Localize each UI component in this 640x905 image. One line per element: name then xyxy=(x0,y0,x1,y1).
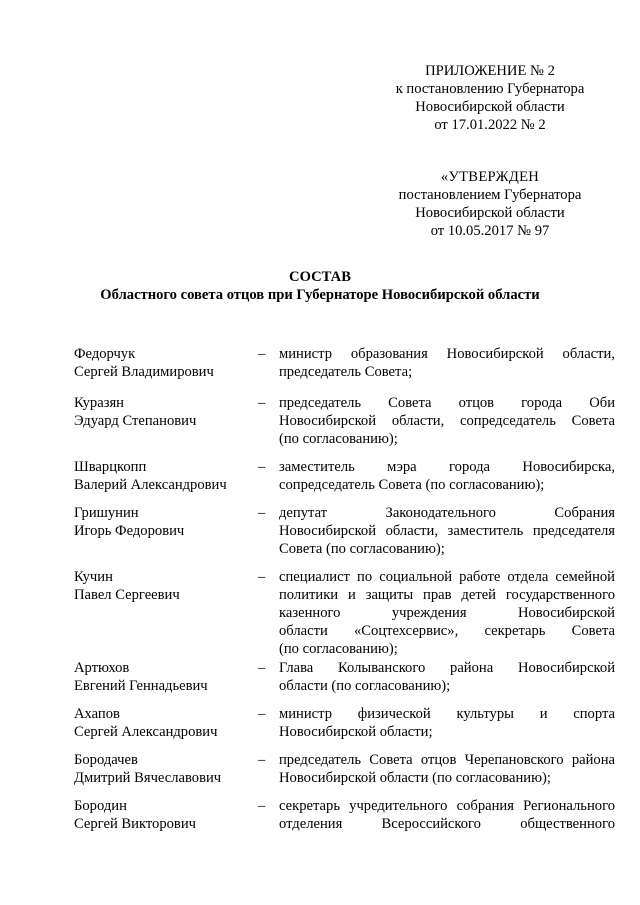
appendix-line: Новосибирской области xyxy=(415,99,565,115)
appendix-line: ПРИЛОЖЕНИЕ № 2 xyxy=(425,63,555,79)
member-dash: – xyxy=(258,346,266,362)
title-main: СОСТАВ xyxy=(289,269,351,285)
approved-header xyxy=(380,168,600,240)
member-name-line: Куразян xyxy=(74,395,124,411)
appendix-line: от 17.01.2022 № 2 xyxy=(434,117,546,133)
member-name xyxy=(74,751,254,787)
member-dash: – xyxy=(258,660,266,676)
member-role-line: секретарь учредительного собрания Регионального xyxy=(279,798,615,814)
member-role-line: Новосибирской области, сопредседатель Совета xyxy=(279,413,615,429)
member-role-line: заместитель мэра города Новосибирска, xyxy=(279,459,615,475)
member-role xyxy=(279,458,615,494)
member-role-line: председатель Совета; xyxy=(279,364,413,380)
appendix-header xyxy=(380,62,600,134)
member-role-line: депутат Законодательного Собрания xyxy=(279,505,615,521)
member-name xyxy=(74,394,254,430)
member-name xyxy=(74,458,254,494)
member-name-line: Ахапов xyxy=(74,706,120,722)
document-title xyxy=(40,268,600,304)
member-name xyxy=(74,568,254,604)
member-role xyxy=(279,504,615,558)
member-role-line: председатель Совета отцов Черепановского района xyxy=(279,752,615,768)
member-name-line: Эдуард Степанович xyxy=(74,413,197,429)
member-dash: – xyxy=(258,459,266,475)
member-role xyxy=(279,345,615,381)
member-role-line: политики и защиты прав детей государственного xyxy=(279,587,615,603)
member-name xyxy=(74,345,254,381)
member-name-line: Артюхов xyxy=(74,660,130,676)
member-role xyxy=(279,568,615,658)
member-dash: – xyxy=(258,569,266,585)
member-name-line: Сергей Владимирович xyxy=(74,364,214,380)
member-name-line: Гришунин xyxy=(74,505,139,521)
appendix-line: к постановлению Губернатора xyxy=(395,81,585,97)
member-role-line: министр физической культуры и спорта xyxy=(279,706,615,722)
member-role-line: специалист по социальной работе отдела семейной xyxy=(279,569,615,585)
member-name-line: Сергей Александрович xyxy=(74,724,218,740)
member-name-line: Павел Сергеевич xyxy=(74,587,180,603)
member-role-line: Совета (по согласованию); xyxy=(279,541,445,557)
member-dash: – xyxy=(258,798,266,814)
member-role-line: области (по согласованию); xyxy=(279,678,451,694)
member-name-line: Бородачев xyxy=(74,752,138,768)
member-name-line: Кучин xyxy=(74,569,113,585)
member-name-line: Федорчук xyxy=(74,346,136,362)
approved-line: «УТВЕРЖДЕН xyxy=(440,169,540,185)
member-role-line: министр образования Новосибирской области, xyxy=(279,346,615,362)
member-role-line: (по согласованию); xyxy=(279,431,398,447)
member-role-line: (по согласованию); xyxy=(279,641,398,657)
member-name-line: Валерий Александрович xyxy=(74,477,227,493)
member-name-line: Сергей Викторович xyxy=(74,816,196,832)
member-role-line: Новосибирской области, заместитель председателя xyxy=(279,523,615,539)
member-dash: – xyxy=(258,505,266,521)
approved-line: Новосибирской области xyxy=(415,205,565,221)
member-dash: – xyxy=(258,395,266,411)
member-dash: – xyxy=(258,752,266,768)
member-role xyxy=(279,751,615,787)
member-role-line: казенного учреждения Новосибирской xyxy=(279,605,615,621)
member-role-line: отделения Всероссийского общественного xyxy=(279,816,615,832)
member-role xyxy=(279,659,615,695)
member-role-line: Новосибирской области; xyxy=(279,724,433,740)
member-name xyxy=(74,705,254,741)
member-role-line: Новосибирской области (по согласованию); xyxy=(279,770,551,786)
approved-line: постановлением Губернатора xyxy=(398,187,582,203)
member-role-line: Глава Колыванского района Новосибирской xyxy=(279,660,615,676)
member-name-line: Дмитрий Вячеславович xyxy=(74,770,222,786)
member-name xyxy=(74,797,254,833)
member-role xyxy=(279,705,615,741)
member-name-line: Бородин xyxy=(74,798,127,814)
member-name-line: Шварцкопп xyxy=(74,459,147,475)
member-name-line: Игорь Федорович xyxy=(74,523,185,539)
member-name xyxy=(74,659,254,695)
member-role-line: сопредседатель Совета (по согласованию); xyxy=(279,477,545,493)
title-sub: Областного совета отцов при Губернаторе Новосибирской области xyxy=(100,287,540,303)
member-name xyxy=(74,504,254,540)
member-role xyxy=(279,394,615,448)
member-role-line: области «Соцтехсервис», секретарь Совета xyxy=(279,623,615,639)
member-name-line: Евгений Геннадьевич xyxy=(74,678,208,694)
approved-line: от 10.05.2017 № 97 xyxy=(430,223,550,239)
member-role xyxy=(279,797,615,833)
member-role-line: председатель Совета отцов города Оби xyxy=(279,395,615,411)
member-dash: – xyxy=(258,706,266,722)
